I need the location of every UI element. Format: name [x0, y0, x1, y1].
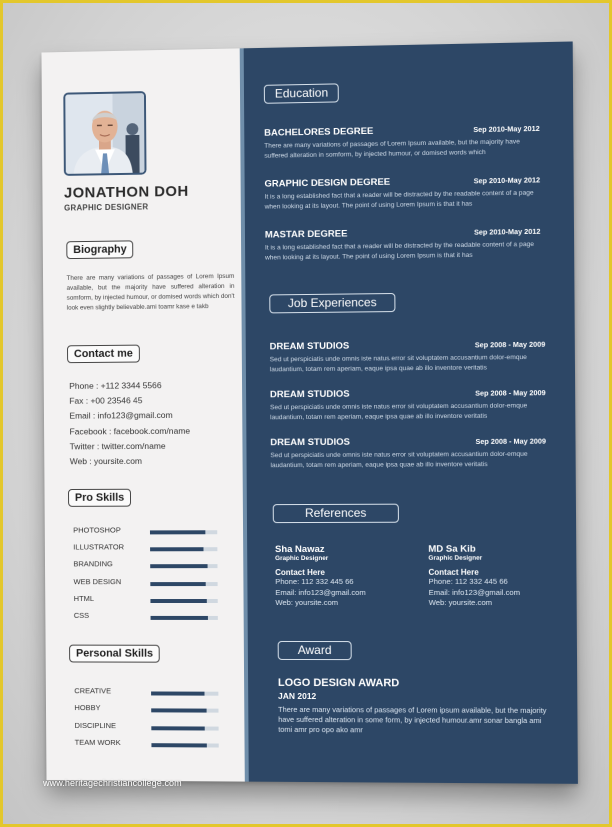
- contact-heading: Contact me: [67, 345, 140, 364]
- entry-date: Sep 2010-May 2012: [473, 175, 541, 186]
- entry-text: Sed ut perspiciatis unde omnis iste natus error sit voluptatem accusantium dolor-emque laudantium, totam rem aperiam, eaque ipsa quae ab illo inventore veritatis: [269, 353, 527, 374]
- personal-skill-row: [75, 721, 223, 734]
- award-heading: Award: [278, 641, 352, 660]
- skill-bar-fill: [151, 691, 205, 695]
- profile-photo: [63, 91, 146, 176]
- profile-title: GRAPHIC DESIGNER: [64, 202, 149, 213]
- award-text: There are many variations of passages of Lorem ipsum available, but the majority have suffered alteration in some form, by injected humour.amr sonar bangla ami tomi amr pro opo ako amr: [278, 704, 547, 735]
- jobs-entry: [270, 436, 546, 472]
- entry-date: Sep 2008 - May 2009: [475, 388, 546, 398]
- education-entry: [264, 123, 540, 162]
- award-title: LOGO DESIGN AWARD: [277, 676, 400, 690]
- profile-name: JONATHON DOH: [63, 182, 189, 202]
- job-experiences-heading: Job Experiences: [269, 293, 395, 313]
- skill-bar-fill: [151, 743, 206, 747]
- entry-text: It is a long established fact that a reader will be distracted by the readable content of a page when looking at its layout. The point of using Lorem Ipsum is that it has: [264, 240, 535, 262]
- skill-bar-fill: [150, 547, 204, 551]
- entry-title: MASTAR DEGREE: [264, 228, 348, 241]
- entry-text: There are many variations of passages of Lorem Ipsum available, but the majority have suffered alteration in somform, by injected humour, or domised words which: [264, 138, 520, 160]
- personal-skill-row: [75, 738, 223, 751]
- skill-label: ILLUSTRATOR: [73, 542, 125, 552]
- education-entry: [264, 174, 540, 212]
- skill-label: HOBBY: [74, 703, 101, 713]
- pro-skill-row: [74, 611, 222, 623]
- skill-label: CREATIVE: [74, 686, 112, 696]
- pro-skill-row: [73, 560, 221, 572]
- award-year: JAN 2012: [278, 690, 317, 702]
- skill-bar-fill: [150, 530, 205, 534]
- references-heading: References: [273, 504, 399, 523]
- pro-skill-row: [73, 525, 221, 537]
- reference-name: Sha Nawaz: [274, 543, 325, 556]
- skill-label: TEAM WORK: [74, 737, 121, 748]
- contact-phone: Phone : +112 3344 5566: [69, 380, 162, 391]
- award-entry: [278, 677, 554, 736]
- biography-heading: Biography: [66, 240, 133, 259]
- skill-label: CSS: [73, 610, 90, 620]
- entry-title: DREAM STUDIOS: [269, 340, 350, 353]
- contact-twitter: Twitter : twitter.com/name: [69, 440, 166, 452]
- skill-bar: [150, 599, 217, 603]
- skill-bar: [151, 616, 218, 620]
- entry-text: Sed ut perspiciatis unde omnis iste natus error sit voluptatem accusantium dolor-emque laudantium, totam rem aperiam, eaque ipsa quae ab illo inventore veritatis: [270, 402, 528, 422]
- entry-title: DREAM STUDIOS: [270, 436, 350, 449]
- portrait-image: [65, 93, 144, 174]
- reference-role: Graphic Designer: [428, 554, 483, 562]
- skill-label: WEB DESIGN: [73, 576, 122, 586]
- pro-skill-row: [74, 594, 222, 606]
- entry-date: Sep 2008 - May 2009: [474, 339, 546, 350]
- skill-label: PHOTOSHOP: [73, 525, 121, 535]
- reference-1: [275, 544, 366, 609]
- right-column: [244, 41, 578, 783]
- entry-text: It is a long established fact that a reader will be distracted by the readable content of a page when looking at its layout. The point of using Lorem Ipsum is that it has: [264, 189, 534, 211]
- contact-web: Web : yoursite.com: [69, 455, 143, 467]
- skill-bar-fill: [150, 582, 206, 586]
- skill-bar: [151, 709, 218, 713]
- biography-text: There are many variations of passages of Lorem Ipsum available, but the majority have suffered alteration in somform, by injected humour, or domised words which don't look even slightly believable.ami toamr kase e takb: [66, 272, 235, 312]
- reference-name: MD Sa Kib: [428, 543, 476, 555]
- left-column: [41, 48, 248, 781]
- contact-fax: Fax : +00 23546 45: [69, 395, 143, 406]
- entry-title: BACHELORES DEGREE: [264, 125, 374, 139]
- education-entry: [265, 226, 541, 264]
- contact-list: [69, 378, 190, 469]
- reference-role: Graphic Designer: [275, 554, 329, 563]
- jobs-entry: [270, 387, 546, 423]
- skill-bar-fill: [150, 599, 207, 603]
- reference-contact-heading: Contact Here: [275, 567, 325, 578]
- skill-label: BRANDING: [73, 559, 113, 569]
- entry-date: Sep 2010-May 2012: [473, 226, 541, 237]
- jobs-entry: [270, 339, 546, 376]
- reference-web: Web: yoursite.com: [428, 598, 493, 608]
- entry-title: GRAPHIC DESIGN DEGREE: [264, 176, 391, 190]
- contact-facebook: Facebook : facebook.com/name: [69, 425, 191, 437]
- reference-phone: Phone: 112 332 445 66: [275, 576, 354, 587]
- personal-skill-row: [74, 686, 222, 698]
- resume-sheet: [41, 41, 577, 783]
- skill-label: HTML: [73, 593, 94, 603]
- skill-bar: [150, 547, 217, 551]
- entry-date: Sep 2010-May 2012: [473, 123, 540, 135]
- skill-bar: [150, 530, 217, 534]
- reference-email: Email: info123@gmail.com: [275, 587, 366, 597]
- personal-skill-row: [74, 703, 222, 716]
- pro-skill-row: [73, 542, 221, 554]
- education-heading: Education: [264, 83, 339, 103]
- skill-bar-fill: [151, 616, 209, 620]
- entry-text: Sed ut perspiciatis unde omnis iste natus error sit voluptatem accusantium dolor-emque laudantium, totam rem aperiam, eaque ipsa quae ab illo inventore veritatis: [270, 450, 528, 470]
- reference-web: Web: yoursite.com: [275, 598, 339, 608]
- skill-label: DISCIPLINE: [74, 720, 117, 730]
- pro-skill-row: [74, 577, 222, 589]
- reference-contact-heading: Contact Here: [428, 567, 479, 577]
- skill-bar: [151, 726, 218, 730]
- skill-bar: [151, 691, 218, 695]
- skill-bar: [150, 582, 217, 586]
- watermark: www.heritagechristiancollege.com: [43, 778, 182, 788]
- entry-title: DREAM STUDIOS: [269, 388, 350, 401]
- entry-date: Sep 2008 - May 2009: [475, 436, 547, 447]
- skill-bar: [151, 743, 218, 747]
- contact-email: Email : info123@gmail.com: [69, 410, 173, 421]
- reference-2: [428, 544, 520, 609]
- pro-skills-heading: Pro Skills: [68, 489, 131, 507]
- skill-bar-fill: [150, 565, 208, 569]
- skill-bar-fill: [151, 709, 206, 713]
- personal-skills-heading: Personal Skills: [69, 645, 160, 663]
- reference-phone: Phone: 112 332 445 66: [428, 576, 508, 586]
- skill-bar: [150, 565, 217, 569]
- reference-email: Email: info123@gmail.com: [428, 587, 521, 597]
- skill-bar-fill: [151, 726, 205, 730]
